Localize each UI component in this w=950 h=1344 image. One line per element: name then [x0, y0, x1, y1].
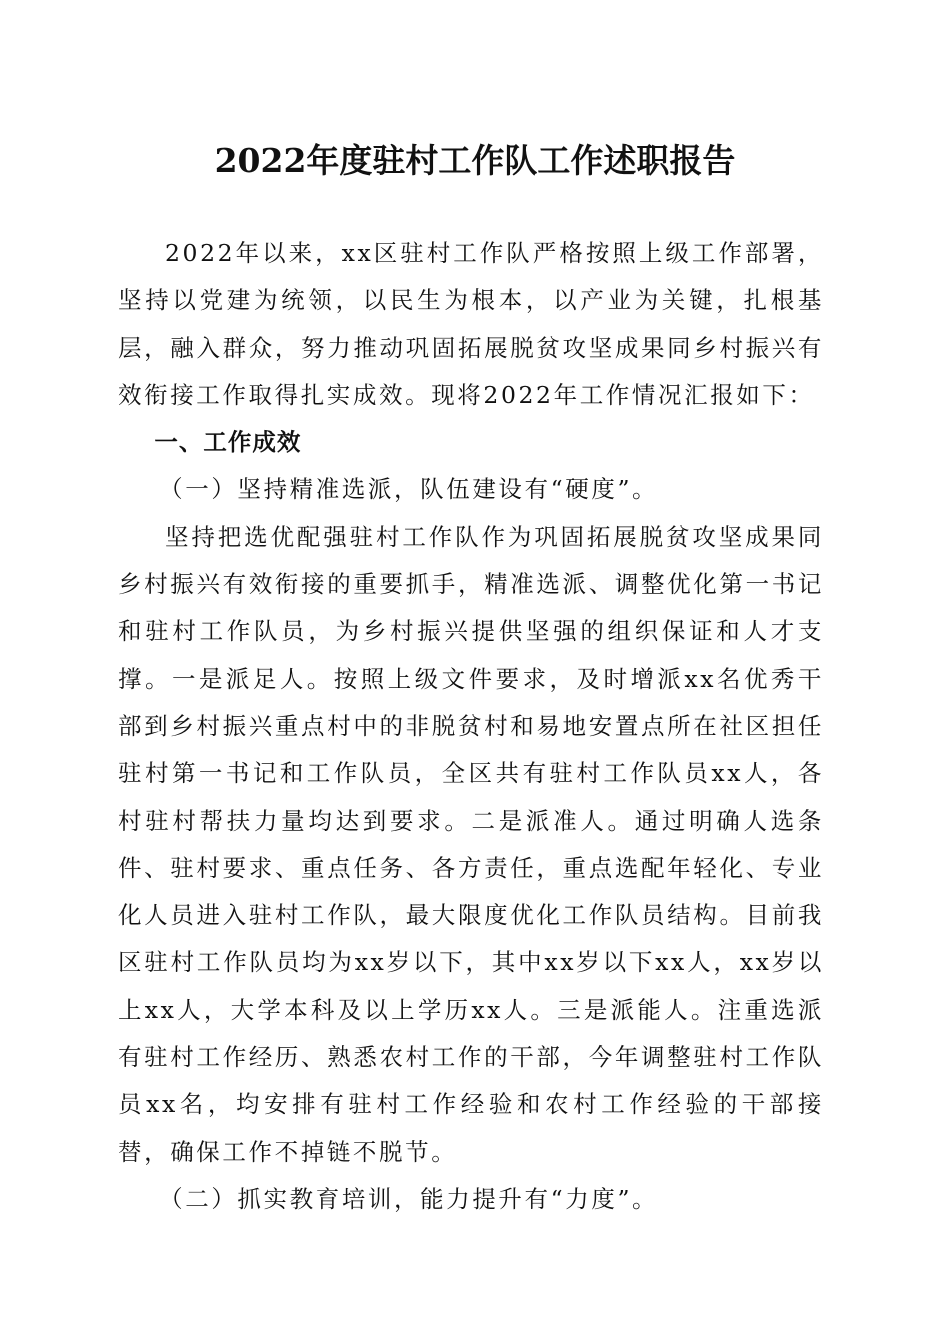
- document-body: [118, 230, 824, 1223]
- subsection-body-precise-selection: 坚持把选优配强驻村工作队作为巩固拓展脱贫攻坚成果同乡村振兴有效衔接的重要抓手，精准选派、调整优化第一书记和驻村工作队员，为乡村振兴提供坚强的组织保证和人才支撑。一是派足人。按照上级文件要求，及时增派xx名优秀干部到乡村振兴重点村中的非脱贫村和易地安置点所在社区担任驻村第一书记和工作队员，全区共有驻村工作队员xx人，各村驻村帮扶力量均达到要求。二是派准人。通过明确人选条件、驻村要求、重点任务、各方责任，重点选配年轻化、专业化人员进入驻村工作队，最大限度优化工作队员结构。目前我区驻村工作队员均为xx岁以下，其中xx岁以下xx人，xx岁以上xx人，大学本科及以上学历xx人。三是派能人。注重选派有驻村工作经历、熟悉农村工作的干部，今年调整驻村工作队员xx名，均安排有驻村工作经验和农村工作经验的干部接替，确保工作不掉链不脱节。: [118, 522, 824, 1166]
- subsection-heading-education-training: （二）抓实教育培训，能力提升有“力度”。: [159, 1184, 659, 1213]
- intro-paragraph: 2022年以来，xx区驻村工作队严格按照上级工作部署，坚持以党建为统领，以民生为根本，以产业为关键，扎根基层，融入群众，努力推动巩固拓展脱贫攻坚成果同乡村振兴有效衔接工作取得扎实成效。现将2022年工作情况汇报如下：: [118, 239, 824, 409]
- subsection-heading-precise-selection: （一）坚持精准选派，队伍建设有“硬度”。: [159, 475, 659, 504]
- document-title: 2022年度驻村工作队工作述职报告: [214, 141, 736, 180]
- section-heading-work-results: 一、工作成效: [154, 428, 302, 457]
